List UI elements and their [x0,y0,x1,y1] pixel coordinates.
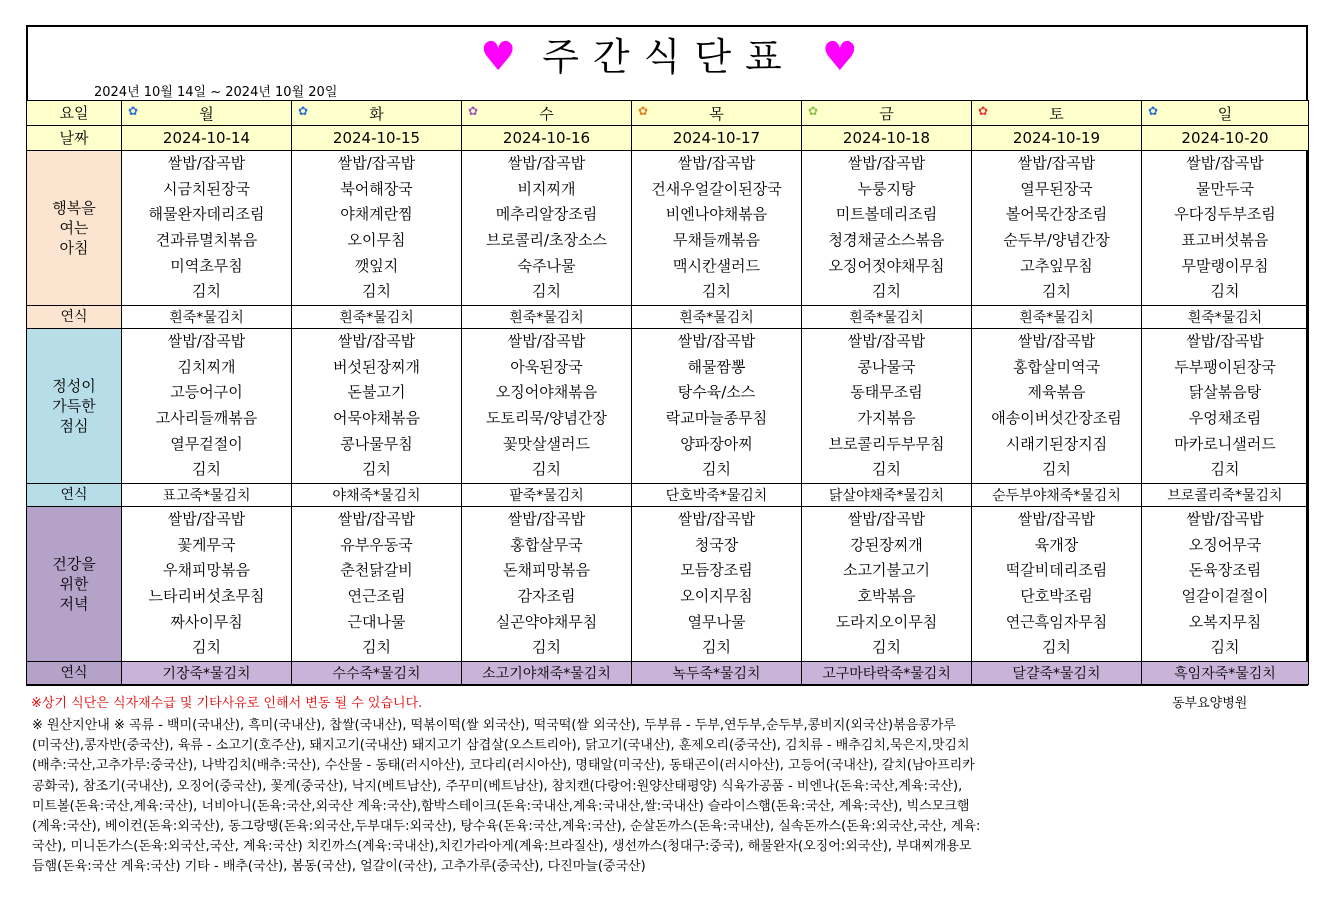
menu-item: 강된장찌개 [850,535,923,554]
menu-item: 돈불고기 [347,383,406,402]
menu-item: 고사리들깨볶음 [155,409,258,427]
origin-info [32,716,1317,878]
breakfast-menu-cell [292,151,462,306]
menu-item: 얼갈이겉절이 [1181,587,1269,605]
menu-item: 표고버섯볶음 [1181,231,1269,249]
menu-item: 시금치된장국 [163,179,250,198]
breakfast-menu-cell [972,151,1142,306]
snack-cell: 야채죽*물김치 [292,484,462,507]
snack-cell: 기장죽*물김치 [122,662,292,685]
origin-line: 미트볼(돈육:국산,계육:국산), 너비아니(돈육:국산,외국산 계육:국산),함박스테이크(돈육:국내산,계육:국내산,쌀:국내산) 슬라이스햄(돈육:국산, 계육:국산), 빅스모크햄 [32,798,970,814]
menu-item: 쌀밥/잡곡밥 [1186,154,1264,173]
menu-item: 쌀밥/잡곡밥 [847,332,926,351]
menu-item: 김치 [702,638,731,657]
origin-line: (미국산),콩자반(중국산), 육류 - 소고기(호주산), 돼지고기(국내산) 돼지고기 삼겹살(오스트리아), 닭고기(국내산), 훈제오리(중국산), 김치류 - 배추김치,묵은지,맛김치 [32,738,970,754]
menu-item: 브로콜리두부무침 [828,434,945,453]
day-name-cell [632,101,802,126]
menu-item: 김치 [532,638,561,657]
flower-icon: ✿ [468,104,479,118]
lunch-menu-cell [1142,329,1309,484]
snack-cell: 소고기야채죽*물김치 [462,662,632,685]
menu-item: 쌀밥/잡곡밥 [677,332,756,351]
menu-item: 탕수육/소스 [677,383,756,402]
menu-item: 제육볶음 [1027,383,1086,402]
menu-item: 연근조림 [347,587,406,605]
menu-item: 모듬장조림 [680,561,753,580]
menu-item: 쌀밥/잡곡밥 [337,510,416,529]
menu-item: 춘천닭갈비 [340,561,413,580]
menu-item: 쌀밥/잡곡밥 [1017,154,1096,173]
snack-cell: 흰죽*물김치 [1142,306,1309,329]
day-name: 토 [1049,104,1064,123]
lunch-menu-cell [292,329,462,484]
dinner-menu-cell [122,507,292,662]
dinner-menu-cell [292,507,462,662]
origin-line: 공화국), 참조기(국내산), 오징어(중국산), 꽃게(중국산), 낙지(베트남산), 주꾸미(베트남산), 참치캔(다랑어:원양산태평양) 식육가공품 - 비엔나(돈육:국산,계육:국산), [32,778,963,794]
menu-item: 고추잎무침 [1020,256,1093,275]
origin-line: 국산), 미니돈가스(돈육:외국산,국산, 계육:국산) 치킨까스(계육:국내산),치킨가라아게(계육:브라질산), 생선까스(청대구:중국), 해물완자(오징어:외국산), 부대찌개용모 [32,839,972,855]
menu-item: 꽃게무국 [177,535,236,554]
date-cell: 2024-10-14 [122,126,292,151]
menu-item: 김치 [192,282,221,301]
menu-item: 쌀밥/잡곡밥 [1017,332,1096,351]
menu-item: 쌀밥/잡곡밥 [677,154,756,173]
dinner-menu-cell [1142,507,1309,662]
menu-item: 육개장 [1034,535,1079,554]
snack-cell: 흑임자죽*물김치 [1142,662,1309,685]
menu-item: 연근흑임자무침 [1005,612,1108,631]
day-name: 일 [1217,104,1233,123]
menu-item: 단호박조림 [1020,587,1093,605]
snack-label: 연식 [27,662,122,685]
menu-item: 해물짬뽕 [687,357,746,376]
menu-item: 쌀밥/잡곡밥 [677,510,756,529]
menu-item: 시래기된장지짐 [1005,434,1108,453]
day-name-cell [122,101,292,126]
menu-item: 김치 [872,460,901,479]
period-range: 2024년 10월 14일 ~ 2024년 10월 20일 [94,85,338,100]
snack-cell: 흰죽*물김치 [292,306,462,329]
menu-item: 누룽지탕 [857,179,916,198]
lunch-menu-cell [122,329,292,484]
origin-line: 듬햄(돈육:국산 계육:국산) 기타 - 배추(국산), 봄동(국산), 얼갈이(국산), 고추가루(중국산), 다진마늘(중국산) [32,859,646,875]
menu-item: 브로콜리/초장소스 [486,231,607,249]
menu-item: 미역초무침 [170,256,243,275]
snack-cell: 흰죽*물김치 [122,306,292,329]
menu-item: 가지볶음 [857,409,916,427]
day-name-cell [462,101,632,126]
dinner-row [27,507,1309,662]
menu-item: 쌀밥/잡곡밥 [507,510,586,529]
hospital-name: 동부요양병원 [1172,696,1248,711]
menu-item: 꽃맛살샐러드 [503,434,590,453]
menu-item: 닭살볶음탕 [1188,383,1262,402]
menu-item: 고등어구이 [170,383,243,402]
day-name: 수 [539,104,554,123]
menu-item: 근대나물 [347,612,406,631]
date-cell: 2024-10-20 [1142,126,1309,151]
menu-item: 감자조림 [517,587,576,605]
menu-item: 쌀밥/잡곡밥 [167,510,246,529]
menu-item: 소고기불고기 [843,561,930,580]
menu-item: 북어해장국 [340,179,413,198]
menu-item: 김치찌개 [177,357,236,376]
menu-item: 볼어묵간장조림 [1005,205,1108,224]
menu-item: 김치 [1210,638,1240,657]
snack-cell: 닭살야채죽*물김치 [802,484,972,507]
menu-item: 야채계란찜 [340,205,413,224]
menu-item: 김치 [1042,638,1071,657]
snack-cell: 단호박죽*물김치 [632,484,802,507]
menu-item: 숙주나물 [517,256,576,275]
menu-item: 홍합살무국 [510,535,583,554]
menu-item: 김치 [702,282,731,301]
menu-item: 쌀밥/잡곡밥 [337,154,416,173]
menu-item: 우엉채조림 [1188,409,1262,427]
title-text: 주간식단표 [542,35,796,79]
menu-item: 김치 [362,282,391,301]
menu-item: 김치 [192,460,221,479]
menu-item: 실곤약야채무침 [495,612,598,631]
breakfast-menu-cell [122,151,292,306]
day-label: 요일 [27,101,122,126]
menu-item: 두부팽이된장국 [1174,357,1276,376]
menu-item: 동태무조림 [850,383,923,402]
date-cell: 2024-10-19 [972,126,1142,151]
day-name: 화 [369,104,384,123]
menu-item: 호박볶음 [857,587,916,605]
dinner-label-text: 건강을 위한 저녁 [52,555,96,613]
snack-cell: 팥죽*물김치 [462,484,632,507]
menu-item: 김치 [1042,282,1071,301]
menu-item: 쌀밥/잡곡밥 [167,332,246,351]
breakfast-menu-cell [1142,151,1309,306]
menu-item: 우다징두부조림 [1174,205,1276,224]
flower-icon: ✿ [298,104,309,118]
menu-item: 열무겉절이 [170,434,243,453]
breakfast-menu-cell [632,151,802,306]
day-name: 목 [709,104,724,123]
menu-item: 버섯된장찌개 [333,357,420,376]
menu-item: 홍합살미역국 [1013,357,1100,376]
menu-item: 마카로니샐러드 [1174,434,1276,453]
menu-item: 견과류멸치볶음 [155,231,258,249]
breakfast-row [27,151,1309,306]
menu-item: 맥시칸샐러드 [673,256,760,275]
lunch-menu-cell [462,329,632,484]
snack-row [27,306,1309,329]
origin-line: ※ 원산지안내 ※ 곡류 - 백미(국내산), 흑미(국내산), 찹쌀(국내산), 떡볶이떡(쌀 외국산), 떡국떡(쌀 외국산), 두부류 - 두부,연두부,순두부,콩비지(외국산)볶음콩가루 [32,718,956,733]
menu-item: 건새우얼갈이된장국 [651,179,782,198]
menu-item: 도토리묵/양념간장 [486,409,607,427]
breakfast-label [27,151,122,306]
origin-line: (계육:국산), 베이컨(돈육:외국산), 동그랑땡(돈육:외국산,두부대두:외국산), 탕수육(돈육:국산,계육:국산), 순살돈까스(돈육:국내산), 실속돈까스(돈육:외국산,국산, 계육: [32,819,981,835]
day-name: 월 [199,104,214,123]
snack-label: 연식 [27,484,122,507]
flower-icon: ✿ [1148,104,1159,118]
menu-item: 김치 [1042,460,1071,479]
menu-item: 김치 [1210,460,1240,479]
menu-item: 김치 [362,460,391,479]
menu-item: 짜사이무침 [170,612,243,631]
lunch-menu-cell [802,329,972,484]
dinner-menu-cell [972,507,1142,662]
menu-item: 비엔나야채볶음 [665,205,768,224]
menu-item: 김치 [362,638,391,657]
day-name: 금 [879,104,894,123]
date-cell: 2024-10-15 [292,126,462,151]
menu-item: 콩나물국 [857,357,916,376]
date-cell: 2024-10-17 [632,126,802,151]
date-row [27,126,1309,151]
menu-item: 유부우동국 [340,535,413,554]
lunch-menu-cell [972,329,1142,484]
dinner-label [27,507,122,662]
menu-item: 양파장아찌 [680,434,753,453]
menu-item: 열무된장국 [1020,179,1093,198]
menu-item: 쌀밥/잡곡밥 [1017,510,1096,529]
heart-icon: ♥ [480,34,517,80]
menu-item: 해물완자데리조림 [148,205,265,224]
heart-icon: ♥ [821,34,858,80]
menu-item: 물만두국 [1196,179,1254,198]
menu-item: 락교마늘종무침 [665,409,768,427]
lunch-row [27,329,1309,484]
menu-item: 돈채피망볶음 [503,561,590,580]
day-name-cell [802,101,972,126]
menu-item: 쌀밥/잡곡밥 [1186,332,1264,351]
snack-cell: 고구마타락죽*물김치 [802,662,972,685]
change-notice: ※상기 식단은 식자재수급 및 기타사유로 인해서 변동 될 수 있습니다. [31,696,423,711]
menu-item: 콩나물무침 [340,434,413,453]
lunch-label-text: 정성이 가득한 점심 [52,377,96,435]
snack-row [27,484,1309,507]
menu-item: 오복지무침 [1188,612,1262,631]
menu-item: 김치 [192,638,221,657]
menu-item: 오징어야채볶음 [495,383,598,402]
lunch-menu-cell [632,329,802,484]
flower-icon: ✿ [808,104,819,118]
menu-item: 무채들깨볶음 [673,231,760,249]
menu-item: 쌀밥/잡곡밥 [847,510,926,529]
flower-icon: ✿ [128,104,139,118]
menu-item: 김치 [872,282,901,301]
menu-item: 김치 [532,282,561,301]
flower-icon: ✿ [638,104,649,118]
menu-item: 청경채굴소스볶음 [828,231,945,249]
snack-cell: 달걀죽*물김치 [972,662,1142,685]
menu-item: 비지찌개 [517,179,576,198]
snack-row [27,662,1309,685]
snack-cell: 표고죽*물김치 [122,484,292,507]
dinner-menu-cell [802,507,972,662]
snack-cell: 흰죽*물김치 [462,306,632,329]
menu-item: 메추리알장조림 [495,205,598,224]
menu-item: 오이무침 [347,231,406,249]
dinner-menu-cell [632,507,802,662]
day-name-cell [972,101,1142,126]
menu-item: 오이지무침 [680,587,753,605]
snack-cell: 브로콜리죽*물김치 [1142,484,1309,507]
menu-item: 쌀밥/잡곡밥 [337,332,416,351]
menu-item: 미트볼데리조림 [835,205,938,224]
breakfast-menu-cell [462,151,632,306]
menu-item: 느타리버섯초무침 [148,587,265,605]
menu-item: 쌀밥/잡곡밥 [167,154,246,173]
menu-item: 깻잎지 [354,256,399,275]
menu-item: 도라지오이무침 [835,612,938,631]
menu-item: 김치 [1210,282,1240,301]
menu-item: 순두부/양념간장 [1003,231,1110,249]
menu-item: 김치 [702,460,731,479]
snack-cell: 흰죽*물김치 [802,306,972,329]
menu-item: 김치 [872,638,901,657]
page-title [28,35,1310,79]
menu-item: 쌀밥/잡곡밥 [847,154,926,173]
flower-icon: ✿ [978,104,989,118]
menu-item: 오징어젓야채무침 [828,256,945,275]
snack-cell: 수수죽*물김치 [292,662,462,685]
day-name-cell [1142,101,1309,126]
snack-cell: 녹두죽*물김치 [632,662,802,685]
menu-item: 어묵야채볶음 [333,409,420,427]
snack-cell: 흰죽*물김치 [632,306,802,329]
date-cell: 2024-10-16 [462,126,632,151]
menu-item: 아욱된장국 [510,357,583,376]
menu-item: 무말랭이무침 [1181,256,1269,275]
menu-item: 돈육장조림 [1188,561,1262,580]
menu-item: 청국장 [694,535,739,554]
menu-item: 쌀밥/잡곡밥 [1186,510,1264,529]
breakfast-menu-cell [802,151,972,306]
snack-cell: 순두부야채죽*물김치 [972,484,1142,507]
origin-line: (배추:국산,고추가루:중국산), 나박김치(배추:국산), 수산물 - 동태(러시아산), 코다리(러시아산), 명태알(미국산), 동태곤이(러시아산), 고등어(국내산), 갈치(남아프리카 [32,758,975,774]
menu-item: 애송이버섯간장조림 [991,409,1122,427]
dinner-menu-cell [462,507,632,662]
menu-item: 쌀밥/잡곡밥 [507,154,586,173]
menu-item: 쌀밥/잡곡밥 [507,332,586,351]
menu-item: 열무나물 [687,612,746,631]
menu-item: 우채피망볶음 [163,561,250,580]
menu-item: 오징어무국 [1188,535,1262,554]
date-cell: 2024-10-18 [802,126,972,151]
menu-item: 떡갈비데리조림 [1005,561,1108,580]
lunch-label [27,329,122,484]
day-row [27,101,1309,126]
snack-cell: 흰죽*물김치 [972,306,1142,329]
date-label: 날짜 [27,126,122,151]
day-name-cell [292,101,462,126]
breakfast-label-text: 행복을 여는 아침 [52,199,96,257]
menu-table [26,100,1309,685]
menu-item: 김치 [532,460,561,479]
snack-label: 연식 [27,306,122,329]
